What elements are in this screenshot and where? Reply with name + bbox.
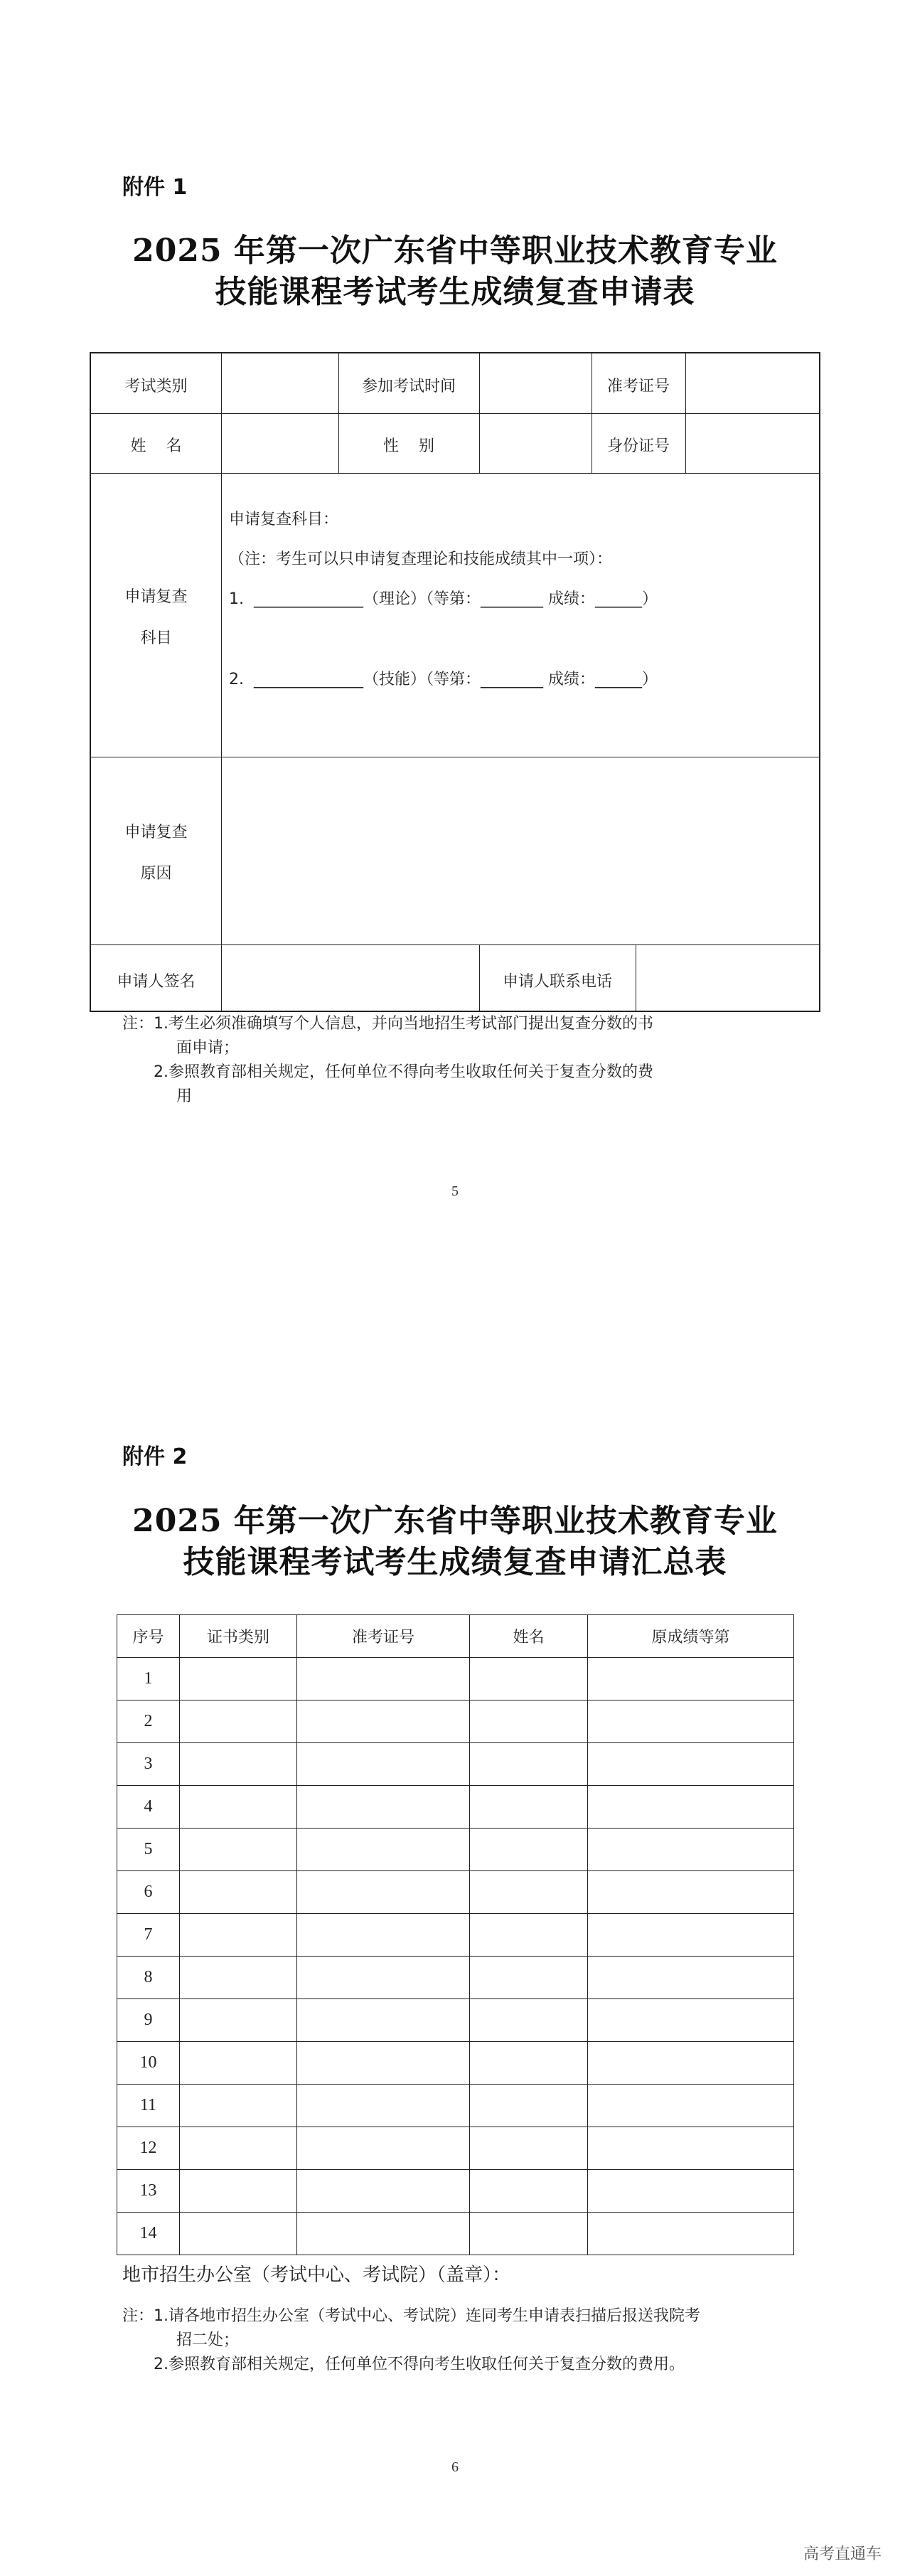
row-cert-type-cell[interactable] bbox=[180, 1914, 297, 1957]
row-grade-cell[interactable] bbox=[588, 1999, 794, 2042]
row-seq: 13 bbox=[117, 2170, 180, 2213]
row-ticket-no-cell[interactable] bbox=[297, 1914, 470, 1957]
row-seq: 6 bbox=[117, 1871, 180, 1914]
table-header-row bbox=[117, 1615, 794, 1658]
row-name-cell[interactable] bbox=[470, 1701, 588, 1743]
attachment-label-2: 附件 2 bbox=[122, 1444, 188, 1469]
row-grade-cell[interactable] bbox=[588, 1914, 794, 1957]
row-name-cell[interactable] bbox=[470, 1871, 588, 1914]
row-grade-cell[interactable] bbox=[588, 1957, 794, 1999]
header-grade: 原成绩等第 bbox=[588, 1615, 794, 1658]
subject-skill-line[interactable]: 2. ______________（技能）（等第：________ 成绩：______） bbox=[229, 671, 658, 688]
form1-note-1b: 面申请； bbox=[176, 1039, 240, 1057]
label-exam-type: 考试类别 bbox=[124, 378, 188, 395]
table-row bbox=[117, 1743, 794, 1786]
header-cert-type: 证书类别 bbox=[180, 1615, 297, 1658]
row-cert-type-cell[interactable] bbox=[180, 2042, 297, 2085]
row-cert-type-cell[interactable] bbox=[180, 1701, 297, 1743]
row-seq: 14 bbox=[117, 2213, 180, 2255]
label-gender: 性 别 bbox=[383, 437, 434, 455]
row-ticket-no-cell[interactable] bbox=[297, 2170, 470, 2213]
row-seq: 12 bbox=[117, 2127, 180, 2170]
label-reason-line2: 原因 bbox=[140, 865, 172, 883]
table-row bbox=[117, 1999, 794, 2042]
row-cert-type-cell[interactable] bbox=[180, 1786, 297, 1829]
form2-note-1a: 注：1.请各地市招生办公室（考试中心、考试院）连同考生申请表扫描后报送我院考 bbox=[122, 2307, 700, 2325]
row-ticket-no-cell[interactable] bbox=[297, 1871, 470, 1914]
row-ticket-no-cell[interactable] bbox=[297, 1999, 470, 2042]
watermark: 高考直通车 bbox=[803, 2545, 882, 2563]
row-cert-type-cell[interactable] bbox=[180, 1658, 297, 1701]
row-cert-type-cell[interactable] bbox=[180, 2127, 297, 2170]
header-ticket-no: 准考证号 bbox=[297, 1615, 470, 1658]
summary-table bbox=[117, 1614, 794, 2255]
subject-note: （注：考生可以只申请复查理论和技能成绩其中一项）： bbox=[229, 550, 613, 568]
stamp-line: 地市招生办公室（考试中心、考试院）（盖章）： bbox=[122, 2264, 511, 2286]
row-cert-type-cell[interactable] bbox=[180, 1999, 297, 2042]
row-ticket-no-cell[interactable] bbox=[297, 2042, 470, 2085]
page-number-5: 5 bbox=[451, 1183, 459, 1199]
form-title-line1: 2025 年第一次广东省中等职业技术教育专业 bbox=[132, 233, 778, 269]
form2-note-1b: 招二处； bbox=[176, 2331, 240, 2349]
row-ticket-no-cell[interactable] bbox=[297, 2085, 470, 2127]
row-grade-cell[interactable] bbox=[588, 2042, 794, 2085]
row-cert-type-cell[interactable] bbox=[180, 2085, 297, 2127]
row-seq: 1 bbox=[117, 1658, 180, 1701]
label-subject-line1: 申请复查 bbox=[124, 588, 188, 606]
row-ticket-no-cell[interactable] bbox=[297, 1701, 470, 1743]
row-name-cell[interactable] bbox=[470, 1658, 588, 1701]
row-ticket-no-cell[interactable] bbox=[297, 1829, 470, 1871]
form-title-line2: 技能课程考试考生成绩复查申请表 bbox=[215, 274, 695, 310]
application-form bbox=[90, 352, 820, 1012]
table-row bbox=[117, 1957, 794, 1999]
row-name-cell[interactable] bbox=[470, 2213, 588, 2255]
row-grade-cell[interactable] bbox=[588, 2085, 794, 2127]
row-cert-type-cell[interactable] bbox=[180, 1871, 297, 1914]
row-ticket-no-cell[interactable] bbox=[297, 1786, 470, 1829]
label-signature: 申请人签名 bbox=[117, 973, 196, 991]
row-seq: 10 bbox=[117, 2042, 180, 2085]
label-ticket-no: 准考证号 bbox=[606, 378, 670, 395]
row-seq: 5 bbox=[117, 1829, 180, 1871]
header-seq: 序号 bbox=[117, 1615, 180, 1658]
table-row bbox=[117, 1829, 794, 1871]
label-exam-time: 参加考试时间 bbox=[361, 378, 456, 395]
row-grade-cell[interactable] bbox=[588, 1658, 794, 1701]
row-seq: 8 bbox=[117, 1957, 180, 1999]
gender-field[interactable] bbox=[479, 413, 592, 473]
row-name-cell[interactable] bbox=[470, 2170, 588, 2213]
row-grade-cell[interactable] bbox=[588, 2213, 794, 2255]
table-row bbox=[117, 1871, 794, 1914]
row-seq: 11 bbox=[117, 2085, 180, 2127]
row-name-cell[interactable] bbox=[470, 1786, 588, 1829]
row-name-cell[interactable] bbox=[470, 2085, 588, 2127]
row-cert-type-cell[interactable] bbox=[180, 1957, 297, 1999]
row-ticket-no-cell[interactable] bbox=[297, 1957, 470, 1999]
row-seq: 3 bbox=[117, 1743, 180, 1786]
row-ticket-no-cell[interactable] bbox=[297, 1743, 470, 1786]
row-grade-cell[interactable] bbox=[588, 1701, 794, 1743]
exam-type-field[interactable] bbox=[221, 353, 338, 413]
row-grade-cell[interactable] bbox=[588, 1871, 794, 1914]
row-ticket-no-cell[interactable] bbox=[297, 2213, 470, 2255]
row-name-cell[interactable] bbox=[470, 2042, 588, 2085]
row-grade-cell[interactable] bbox=[588, 1786, 794, 1829]
row-name-cell[interactable] bbox=[470, 1743, 588, 1786]
form1-note-1a: 注：1.考生必须准确填写个人信息，并向当地招生考试部门提出复查分数的书 bbox=[122, 1015, 653, 1033]
table-row bbox=[117, 2085, 794, 2127]
summary-title-line1: 2025 年第一次广东省中等职业技术教育专业 bbox=[132, 1503, 778, 1539]
table-row bbox=[117, 1914, 794, 1957]
label-id-no: 身份证号 bbox=[606, 437, 670, 455]
table-row bbox=[117, 2170, 794, 2213]
table-row bbox=[117, 1658, 794, 1701]
label-phone: 申请人联系电话 bbox=[502, 973, 612, 991]
row-grade-cell[interactable] bbox=[588, 1829, 794, 1871]
row-seq: 2 bbox=[117, 1701, 180, 1743]
row-seq: 9 bbox=[117, 1999, 180, 2042]
table-row bbox=[117, 2042, 794, 2085]
reason-field[interactable] bbox=[221, 757, 820, 944]
row-ticket-no-cell[interactable] bbox=[297, 2127, 470, 2170]
form1-note-2a: 2.参照教育部相关规定，任何单位不得向考生收取任何关于复查分数的费 bbox=[154, 1063, 653, 1081]
row-name-cell[interactable] bbox=[470, 1829, 588, 1871]
header-name: 姓名 bbox=[470, 1615, 588, 1658]
row-name-cell[interactable] bbox=[470, 2127, 588, 2170]
row-ticket-no-cell[interactable] bbox=[297, 1658, 470, 1701]
row-cert-type-cell[interactable] bbox=[180, 1743, 297, 1786]
page-number-6: 6 bbox=[451, 2459, 459, 2475]
exam-time-field[interactable] bbox=[479, 353, 592, 413]
label-reason-line1: 申请复查 bbox=[124, 824, 188, 841]
summary-title-line2: 技能课程考试考生成绩复查申请汇总表 bbox=[183, 1544, 727, 1580]
row-cert-type-cell[interactable] bbox=[180, 2213, 297, 2255]
row-seq: 4 bbox=[117, 1786, 180, 1829]
subject-theory-line[interactable]: 1. ______________（理论）（等第：________ 成绩：______） bbox=[229, 590, 658, 608]
row-grade-cell[interactable] bbox=[588, 2127, 794, 2170]
row-name-cell[interactable] bbox=[470, 1914, 588, 1957]
table-row bbox=[117, 1786, 794, 1829]
table-row bbox=[117, 2213, 794, 2255]
form1-note-2b: 用 bbox=[176, 1087, 193, 1105]
row-seq: 7 bbox=[117, 1914, 180, 1957]
form2-note-2: 2.参照教育部相关规定，任何单位不得向考生收取任何关于复查分数的费用。 bbox=[154, 2356, 685, 2373]
id-no-field[interactable] bbox=[685, 413, 820, 473]
row-cert-type-cell[interactable] bbox=[180, 1829, 297, 1871]
attachment-label-1: 附件 1 bbox=[122, 175, 188, 200]
row-cert-type-cell[interactable] bbox=[180, 2170, 297, 2213]
ticket-no-field[interactable] bbox=[685, 353, 820, 413]
table-row bbox=[117, 1701, 794, 1743]
row-name-cell[interactable] bbox=[470, 1957, 588, 1999]
signature-field[interactable] bbox=[221, 944, 479, 1012]
table-row bbox=[117, 2127, 794, 2170]
name-field[interactable] bbox=[221, 413, 338, 473]
row-grade-cell[interactable] bbox=[588, 2170, 794, 2213]
label-subject-line2: 科目 bbox=[140, 629, 172, 647]
phone-field[interactable] bbox=[636, 944, 820, 1012]
row-grade-cell[interactable] bbox=[588, 1743, 794, 1786]
row-name-cell[interactable] bbox=[470, 1999, 588, 2042]
label-name: 姓 名 bbox=[130, 437, 182, 455]
subject-heading: 申请复查科目： bbox=[229, 511, 339, 528]
